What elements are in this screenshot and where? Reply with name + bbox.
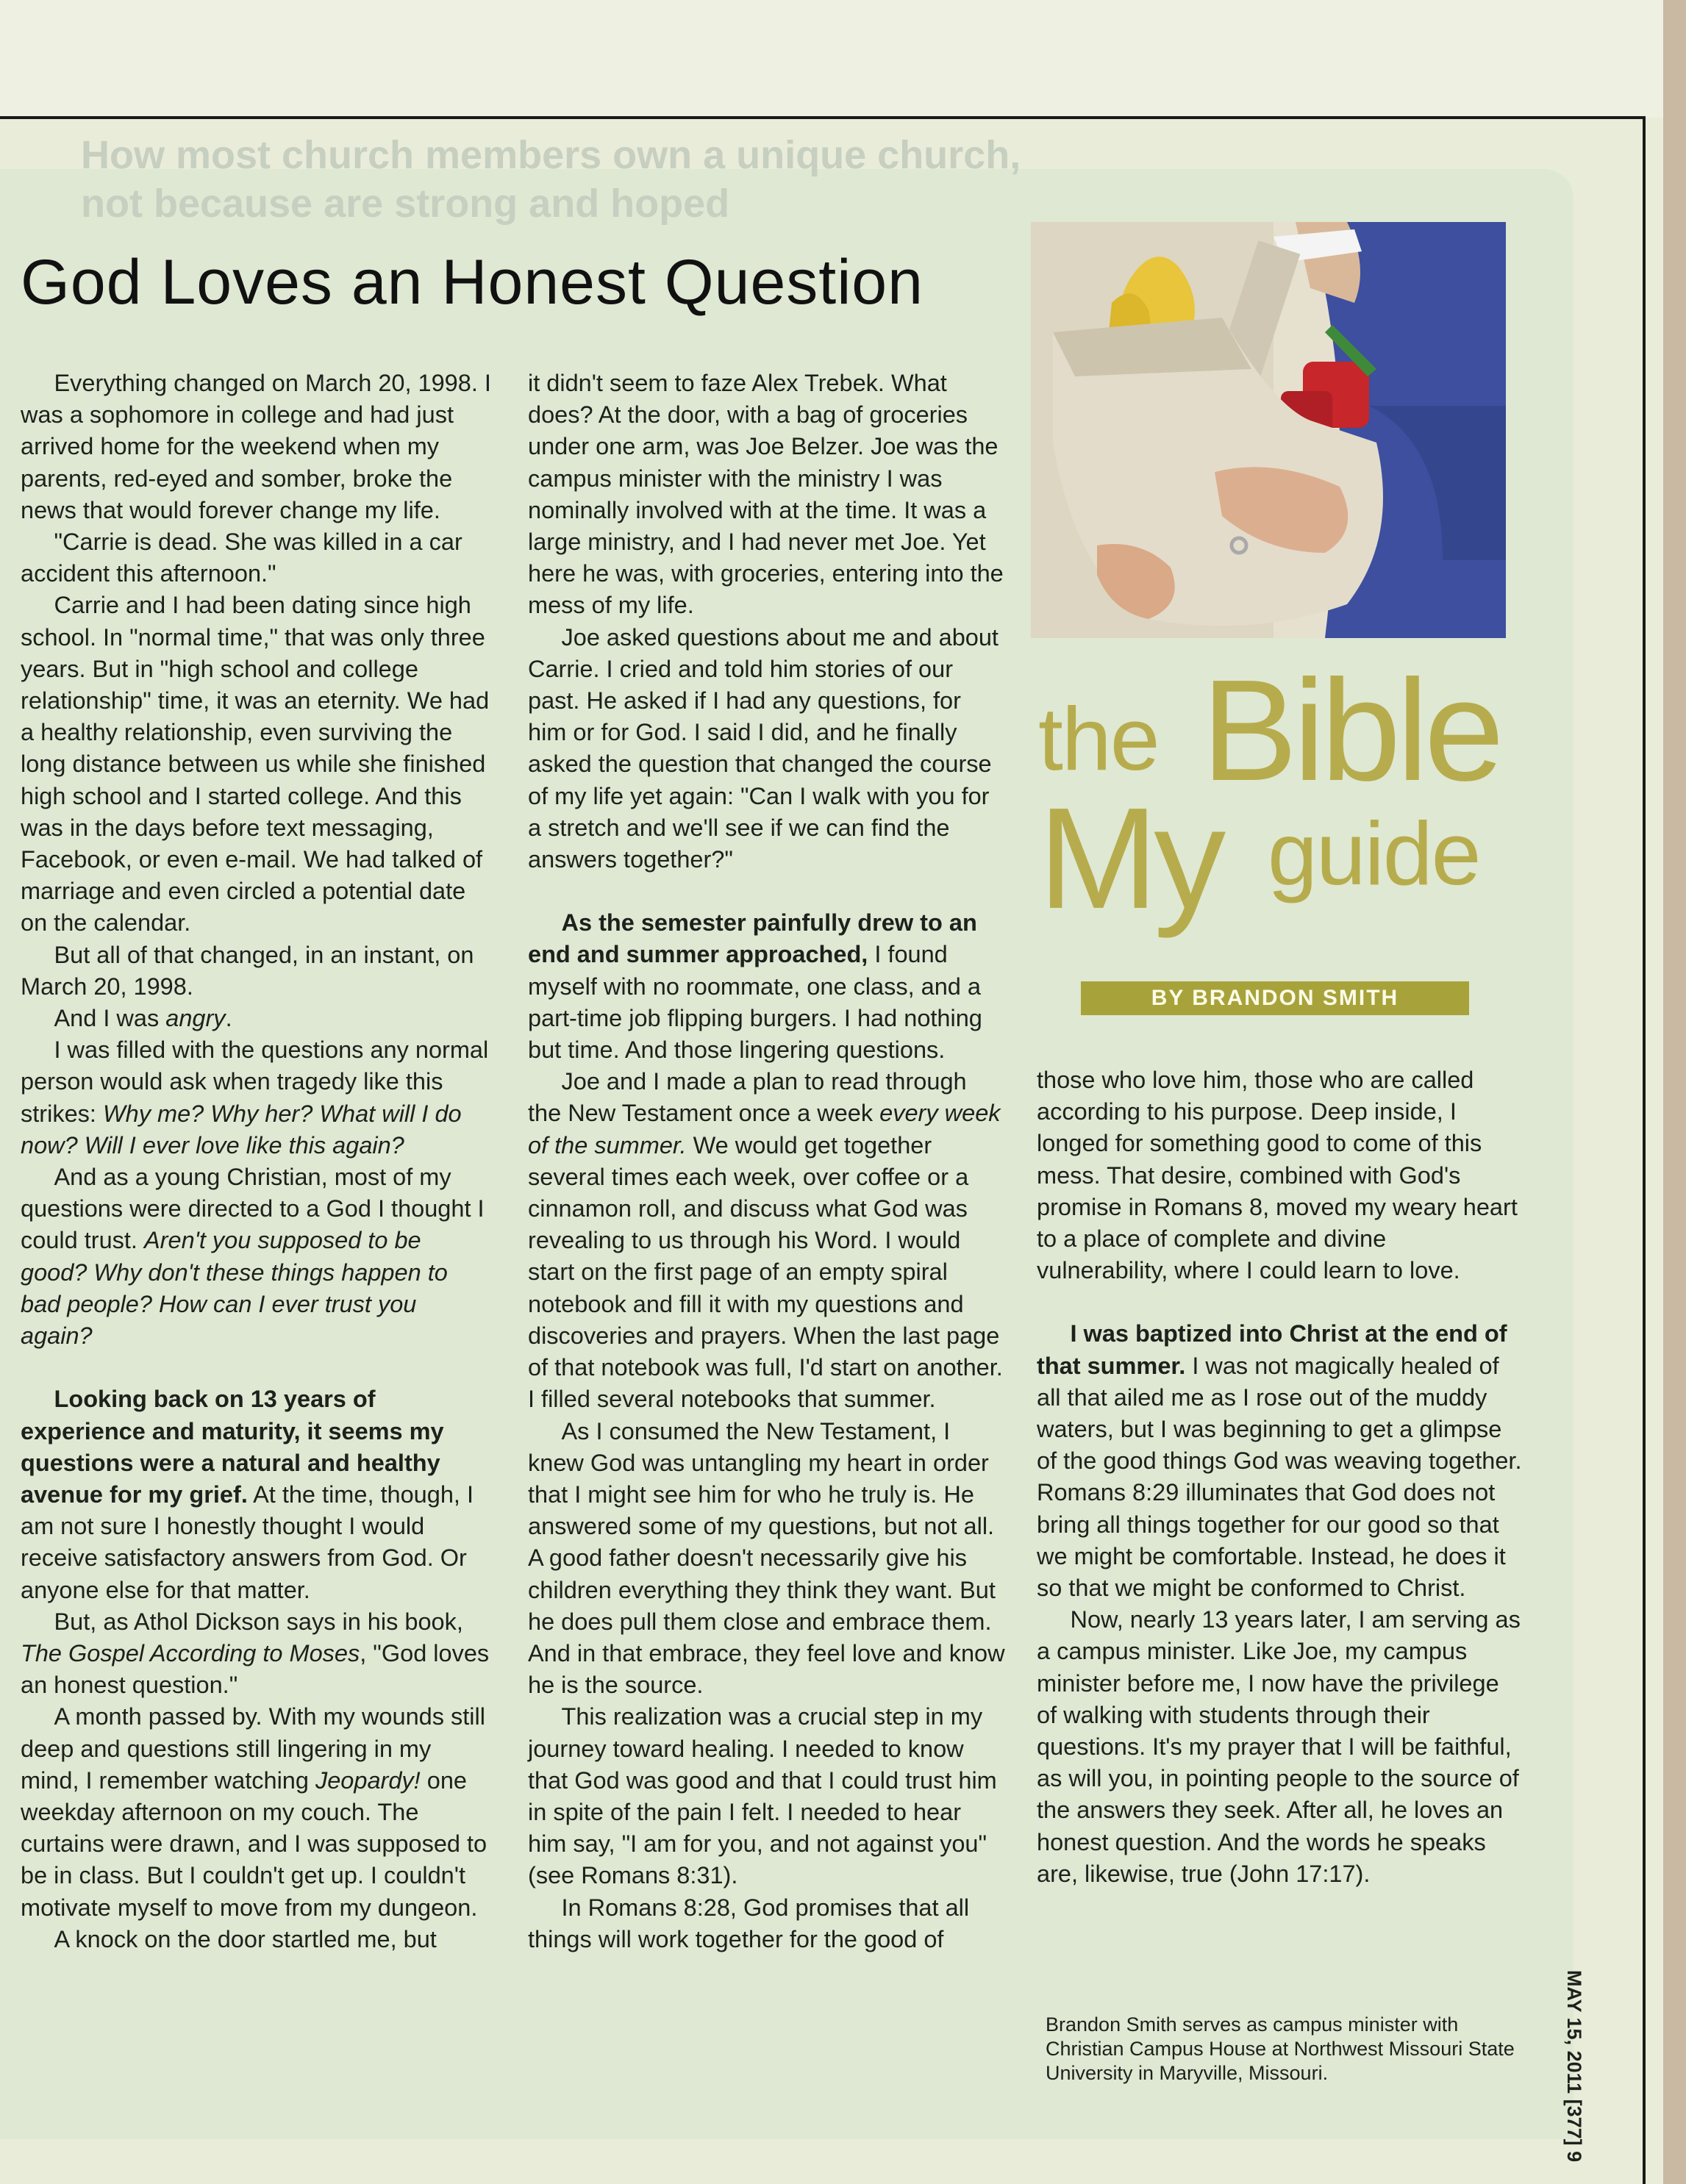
paragraph: But, as Athol Dickson says in his book, The Gospel According to Moses, "God loves an honest question." bbox=[21, 1608, 490, 1699]
photo-illustration bbox=[1031, 222, 1506, 638]
paragraph: Looking back on 13 years of experience and maturity, it seems my questions were a natural and healthy avenue for my grief. At the time, though, I am not sure I honestly thought I would receive satisfactory answers from God. Or anyone else for that matter. bbox=[21, 1386, 474, 1603]
byline: BY BRANDON SMITH bbox=[1081, 981, 1469, 1015]
article-title: God Loves an Honest Question bbox=[21, 247, 924, 318]
heading-the: the bbox=[1038, 689, 1159, 789]
column-3 bbox=[1037, 1064, 1522, 1890]
column-2 bbox=[528, 368, 1006, 1955]
paragraph: Joe and I made a plan to read through the New Testament once a week every week of the summer. We would get together several times each week, over coffee or a cinnamon roll, and discuss what God was revealing to us through his Word. I would start on the first page of an empty spiral notebook and fill it with my questions and discoveries and prayers. When the last page of that notebook was full, I'd start on another. I filled several notebooks that summer. bbox=[528, 1068, 1003, 1413]
paragraph: Now, nearly 13 years later, I am serving as a campus minister. Like Joe, my campus minister before me, I now have the privilege of walking with students through their questions. It's my prayer that I will be faithful, as will you, in pointing people to the source of the answers they seek. After all, he loves an honest question. And the words he speaks are, likewise, true (John 17:17). bbox=[1037, 1606, 1521, 1887]
page-top-margin bbox=[0, 0, 1686, 118]
column-1 bbox=[21, 368, 491, 1955]
folio: MAY 15, 2011 [377] 9 bbox=[1563, 1970, 1585, 2163]
paragraph: Joe asked questions about me and about Carrie. I cried and told him stories of our past. He asked if I had any questions, for him or for God. I said I did, and he finally asked the question that changed the course of my life yet again: "Can I walk with you for a stretch and we'll see if we can find the answers together?" bbox=[528, 623, 999, 873]
paragraph: As the semester painfully drew to an end and summer approached, I found myself with no roommate, one class, and a part-time job flipping burgers. I had nothing but time. And those lingering questions. bbox=[528, 909, 982, 1064]
heading-my: My bbox=[1038, 778, 1222, 939]
top-rule bbox=[0, 116, 1646, 119]
paragraph: Everything changed on March 20, 1998. I was a sophomore in college and had just arrived home for the weekend when my parents, red-eyed and somber, broke the news that would forever change my life. bbox=[21, 370, 491, 523]
paragraph: I was baptized into Christ at the end of that summer. I was not magically healed of all that ailed me as I rose out of the muddy waters, but I was beginning to get a glimpse of the good things God was weaving together. Romans 8:29 illuminates that God does not bring all things together for our good so that we might be comfortable. Instead, he does it so that we might be conformed to Christ. bbox=[1037, 1320, 1522, 1602]
paragraph: In Romans 8:28, God promises that all things will work together for the good of bbox=[528, 1894, 970, 1952]
heading-bible: Bible bbox=[1201, 650, 1500, 811]
ghost-text: How most church members own a unique church, not because are strong and hoped bbox=[81, 133, 1021, 226]
paragraph: Carrie and I had been dating since high school. In "normal time," that was only three years. But in "high school and college relationship" time, it was an eternity. We had a healthy relationship, even surviving the long distance between us while she finished high school and I started college. And this was in the days before text messaging, Facebook, or even e-mail. We had talked of marriage and even circled a potential date on the calendar. bbox=[21, 592, 490, 937]
paragraph: A knock on the door startled me, but bbox=[54, 1925, 437, 1952]
paragraph: As I consumed the New Testament, I knew God was untangling my heart in order that I might see him for who he truly is. He answered some of my questions, but not all. A good father doesn't necessarily give his children everything they think they want. But he does pull them close and embrace them. And in that embrace, they feel love and know he is the source. bbox=[528, 1417, 1005, 1699]
right-rule bbox=[1643, 116, 1646, 2184]
paragraph: And I was angry. bbox=[54, 1005, 232, 1032]
section-heading bbox=[1038, 650, 1524, 939]
grocery-bag-photo bbox=[1031, 222, 1506, 638]
paragraph: A month passed by. With my wounds still deep and questions still lingering in my mind, I remember watching Jeopardy! one weekday afternoon on my couch. The curtains were drawn, and I was supposed to be in class. But I couldn't get up. I couldn't motivate myself to move from my dungeon. bbox=[21, 1703, 487, 1921]
paragraph: "Carrie is dead. She was killed in a car accident this afternoon." bbox=[21, 529, 462, 587]
paragraph: it didn't seem to faze Alex Trebek. What does? At the door, with a bag of groceries under one arm, was Joe Belzer. Joe was the campus minister with the ministry I was nominally involved with at the time. It was a large ministry, and I had never met Joe. Yet here he was, with groceries, entering into the mess of my life. bbox=[528, 370, 1004, 619]
paragraph: But all of that changed, in an instant, on March 20, 1998. bbox=[21, 941, 474, 1000]
paragraph: This realization was a crucial step in my journey toward healing. I needed to know that God was good and that I could trust him in spite of the pain I felt. I needed to hear him say, "I am for you, and not against you" (see Romans 8:31). bbox=[528, 1703, 997, 1889]
author-bio: Brandon Smith serves as campus minister with Christian Campus House at Northwest Missouri State University in Maryville, Missouri. bbox=[1046, 2013, 1515, 2084]
heading-guide: guide bbox=[1268, 803, 1480, 903]
paragraph: I was filled with the questions any normal person would ask when tragedy like this strikes: Why me? Why her? What will I do now? Will I ever love like this again? bbox=[21, 1036, 489, 1159]
page-edge bbox=[1663, 0, 1686, 2184]
paragraph: And as a young Christian, most of my questions were directed to a God I thought I could trust. Aren't you supposed to be good? Why don't these things happen to bad people? How can I ever trust you again? bbox=[21, 1164, 485, 1350]
paragraph: those who love him, those who are called according to his purpose. Deep inside, I longed for something good to come of this mess. That desire, combined with God's promise in Romans 8, moved my weary heart to a place of complete and divine vulnerability, where I could learn to love. bbox=[1037, 1067, 1518, 1284]
